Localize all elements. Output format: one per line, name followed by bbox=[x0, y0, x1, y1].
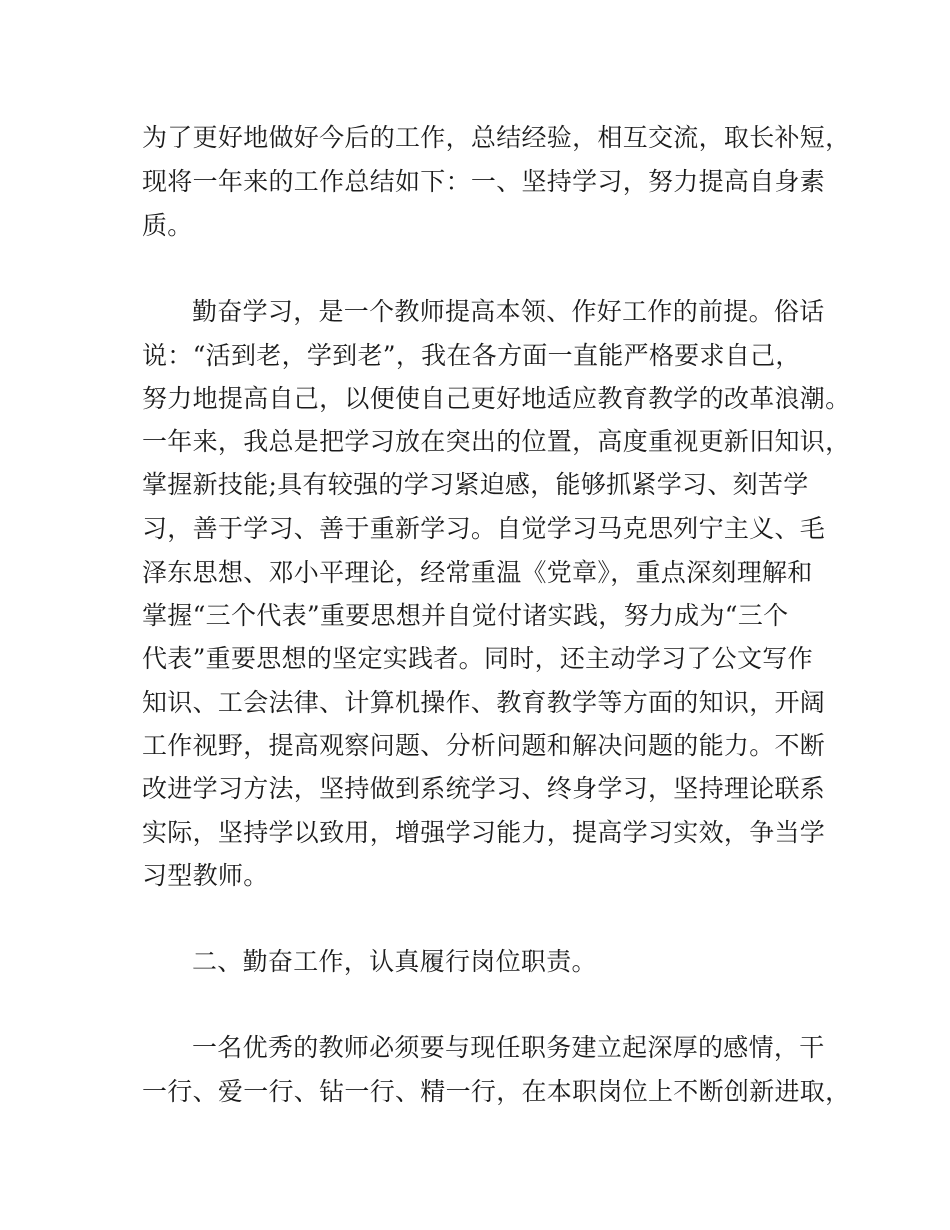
text-line: 代表”重要思想的坚定实践者。同时，还主动学习了公文写作 bbox=[142, 644, 813, 673]
text-line: 质。 bbox=[142, 211, 193, 240]
text-line: 泽东思想、邓小平理论，经常重温《党章》，重点深刻理解和 bbox=[142, 558, 813, 587]
text-line: 现将一年来的工作总结如下：一、坚持学习，努力提高自身素 bbox=[142, 167, 826, 196]
text-line: 知识、工会法律、计算机操作、教育教学等方面的知识，开阔 bbox=[142, 688, 826, 717]
text-line: 习，善于学习、善于重新学习。自觉学习马克思列宁主义、毛 bbox=[142, 514, 826, 543]
text-line: 掌握“三个代表”重要思想并自觉付诸实践，努力成为“三个 bbox=[142, 601, 789, 630]
text-line: 努力地提高自己，以便使自己更好地适应教育教学的改革浪潮。 bbox=[142, 384, 851, 413]
text-line: 一名优秀的教师必须要与现任职务建立起深厚的感情，干 bbox=[192, 1033, 825, 1062]
text-line: 掌握新技能;具有较强的学习紧迫感，能够抓紧学习、刻苦学 bbox=[142, 470, 809, 499]
text-line: 习型教师。 bbox=[142, 861, 269, 890]
text-line: 为了更好地做好今后的工作，总结经验，相互交流，取长补短， bbox=[142, 123, 851, 152]
text-line: 说：“活到老，学到老”，我在各方面一直能严格要求自己， bbox=[142, 341, 801, 370]
text-line: 勤奋学习，是一个教师提高本领、作好工作的前提。俗话 bbox=[192, 297, 825, 326]
section-heading: 二、勤奋工作，认真履行岗位职责。 bbox=[192, 947, 597, 976]
text-line: 实际，坚持学以致用，增强学习能力，提高学习实效，争当学 bbox=[142, 818, 826, 847]
text-line: 工作视野，提高观察问题、分析问题和解决问题的能力。不断 bbox=[142, 731, 826, 760]
text-line: 一行、爱一行、钻一行、精一行，在本职岗位上不断创新进取， bbox=[142, 1077, 851, 1106]
text-line: 改进学习方法，坚持做到系统学习、终身学习，坚持理论联系 bbox=[142, 774, 826, 803]
text-line: 一年来，我总是把学习放在突出的位置，高度重视更新旧知识， bbox=[142, 427, 851, 456]
